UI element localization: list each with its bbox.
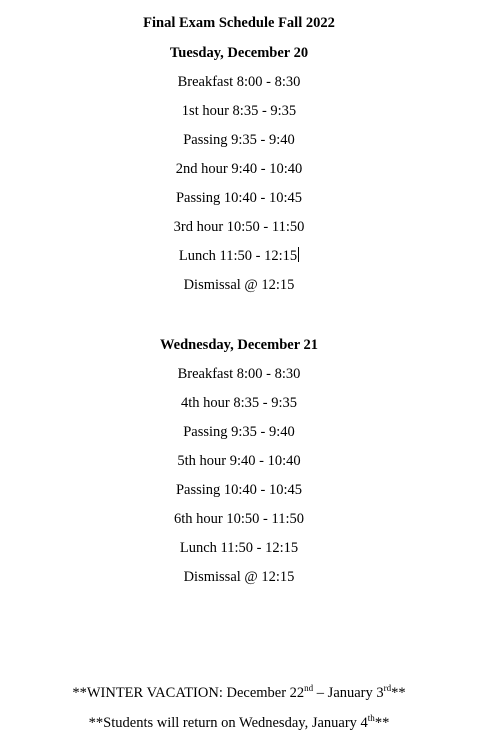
return-date-note	[0, 714, 478, 732]
day2-item: 4th hour 8:35 - 9:35	[181, 395, 297, 411]
day1-heading: Tuesday, December 20	[169, 45, 309, 61]
day1-item: Passing 9:35 - 9:40	[183, 132, 295, 148]
day2-item: Passing 10:40 - 10:45	[175, 482, 303, 498]
text-cursor	[298, 247, 299, 262]
vacation-text-end: **	[391, 685, 406, 701]
return-text-end: **	[374, 715, 390, 731]
day1-item-lunch-text: Lunch 11:50 - 12:15	[178, 248, 298, 264]
day2-heading: Wednesday, December 21	[159, 337, 318, 353]
vacation-superscript-rd: rd	[383, 683, 392, 693]
day2-item: 5th hour 9:40 - 10:40	[177, 453, 301, 469]
return-text-start: **Students will return on Wednesday, January 4	[88, 715, 368, 731]
day1-item: Passing 10:40 - 10:45	[175, 190, 303, 206]
day2-item: Breakfast 8:00 - 8:30	[177, 366, 301, 382]
day2-item: Passing 9:35 - 9:40	[183, 424, 295, 440]
day1-item: 3rd hour 10:50 - 11:50	[173, 219, 305, 235]
return-superscript-th: th	[367, 713, 375, 723]
day2-item: Lunch 11:50 - 12:15	[179, 540, 299, 556]
day1-item-lunch[interactable]	[0, 247, 478, 265]
day1-item: Dismissal @ 12:15	[183, 277, 295, 293]
day2-item: Dismissal @ 12:15	[183, 569, 295, 585]
day2-item: 6th hour 10:50 - 11:50	[174, 511, 304, 527]
vacation-superscript-nd: nd	[304, 683, 314, 693]
winter-vacation-note	[0, 684, 478, 702]
vacation-text-mid: – January 3	[313, 685, 384, 701]
vacation-text-start: **WINTER VACATION: December 22	[72, 685, 305, 701]
day1-item: 1st hour 8:35 - 9:35	[181, 103, 297, 119]
day1-item: 2nd hour 9:40 - 10:40	[175, 161, 303, 177]
day1-item: Breakfast 8:00 - 8:30	[177, 74, 301, 90]
document-title: Final Exam Schedule Fall 2022	[143, 15, 335, 31]
